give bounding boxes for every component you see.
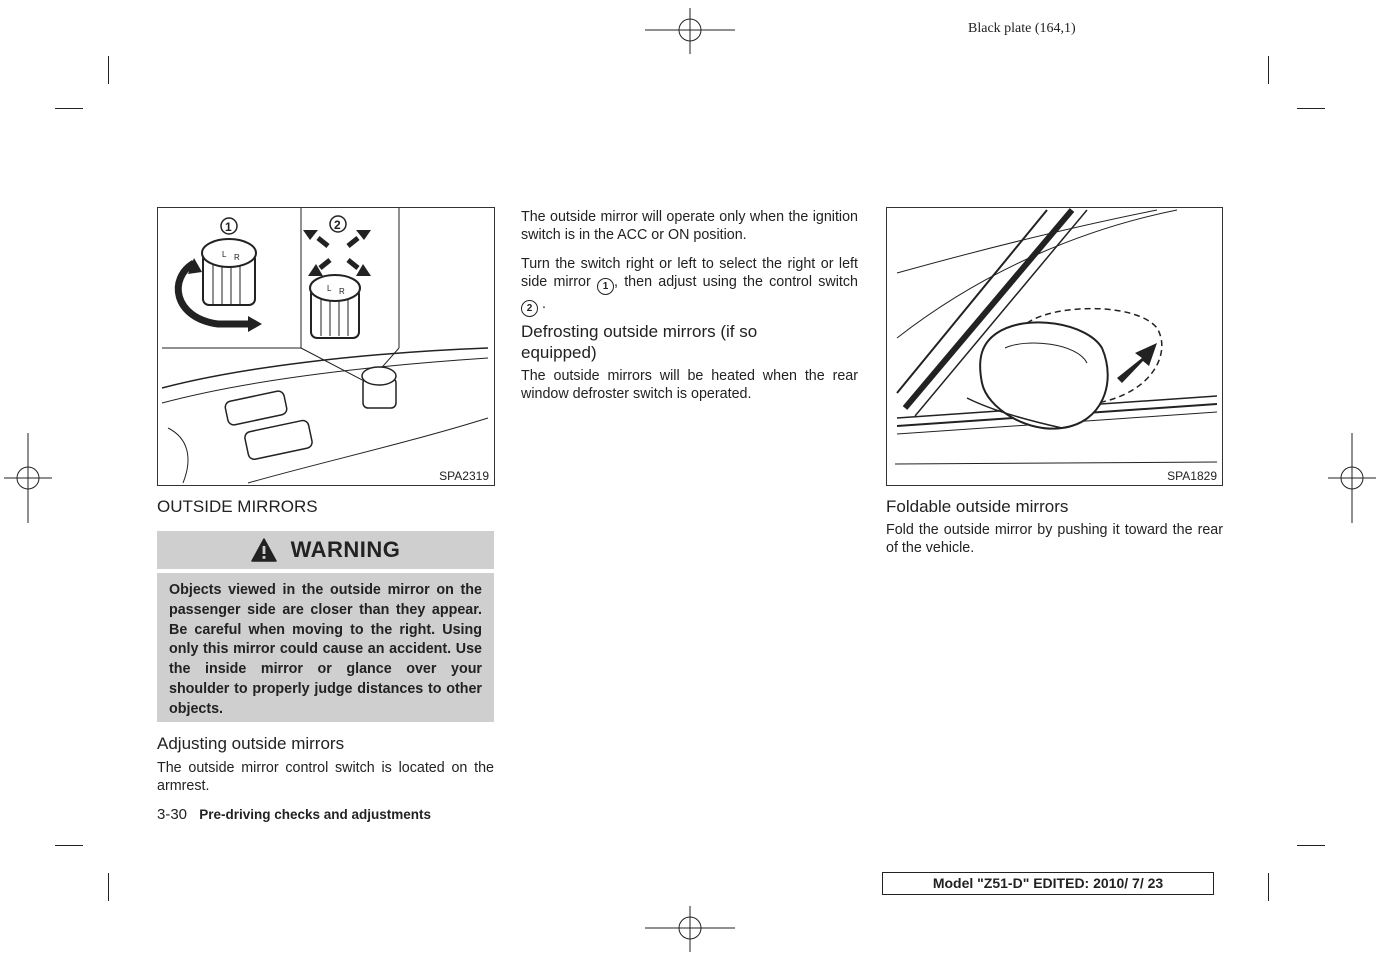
callout-2-inline: 2 <box>521 300 538 317</box>
middle-para-2-text-c: . <box>541 296 546 312</box>
adjusting-paragraph: The outside mirror control switch is located on the armrest. <box>157 760 494 794</box>
foldable-paragraph: Fold the outside mirror by pushing it toward the rear of the vehicle. <box>886 522 1223 556</box>
mirror-switch-figure <box>157 207 495 486</box>
callout-2: 2 <box>334 218 341 232</box>
foldable-mirror-illustration <box>887 208 1222 485</box>
registration-mark-right <box>1328 433 1376 523</box>
warning-triangle-icon <box>251 538 277 562</box>
registration-mark-left <box>4 433 52 523</box>
middle-para-1: The outside mirror will operate only when the ignition switch is in the ACC or ON position. <box>521 209 858 243</box>
middle-para-2-text-a: Turn the switch right or left to select the right or left side mirror <box>521 256 858 290</box>
registration-mark-bottom <box>645 906 735 952</box>
warning-text: Objects viewed in the outside mirror on the passenger side are closer than they appear. Be careful when moving to the right. Using only this mirror could cause an accident. Use the inside mirror or glance over your shoulder to properly judge distances to other objects. <box>157 573 494 722</box>
figure-code-right: SPA1829 <box>1167 469 1217 483</box>
section-title: OUTSIDE MIRRORS <box>157 497 318 516</box>
callout-1-inline: 1 <box>597 278 614 295</box>
knob-1 <box>202 239 256 305</box>
knob-1-letter-r: R <box>234 253 240 262</box>
mirror-switch-illustration <box>158 208 494 485</box>
figure-code-left: SPA2319 <box>439 469 489 483</box>
foldable-mirror-figure <box>886 207 1223 486</box>
defrosting-subheading: Defrosting outside mirrors (if so equipped) <box>521 322 758 362</box>
callout-1: 1 <box>225 220 232 234</box>
knob-2-letter-r: R <box>339 287 345 296</box>
knob-2 <box>310 275 360 338</box>
foldable-subheading: Foldable outside mirrors <box>886 497 1069 516</box>
page-footer-left <box>157 806 431 823</box>
registration-mark-top <box>645 8 735 54</box>
model-edited-box: Model "Z51-D" EDITED: 2010/ 7/ 23 <box>882 872 1214 895</box>
knob-1-letter-l: L <box>222 250 227 259</box>
defrosting-paragraph: The outside mirrors will be heated when the rear window defroster switch is operated. <box>521 368 858 402</box>
middle-para-2 <box>521 255 858 317</box>
warning-header <box>157 531 494 569</box>
page-number: 3-30 <box>157 806 188 823</box>
section-name: Pre-driving checks and adjustments <box>199 807 432 822</box>
knob-2-letter-l: L <box>327 284 332 293</box>
plate-label: Black plate (164,1) <box>968 21 1076 36</box>
warning-title: WARNING <box>290 537 401 562</box>
adjusting-subheading: Adjusting outside mirrors <box>157 734 345 753</box>
middle-para-2-text-b: , then adjust using the control switch <box>614 274 858 290</box>
knob-armrest <box>362 367 396 408</box>
